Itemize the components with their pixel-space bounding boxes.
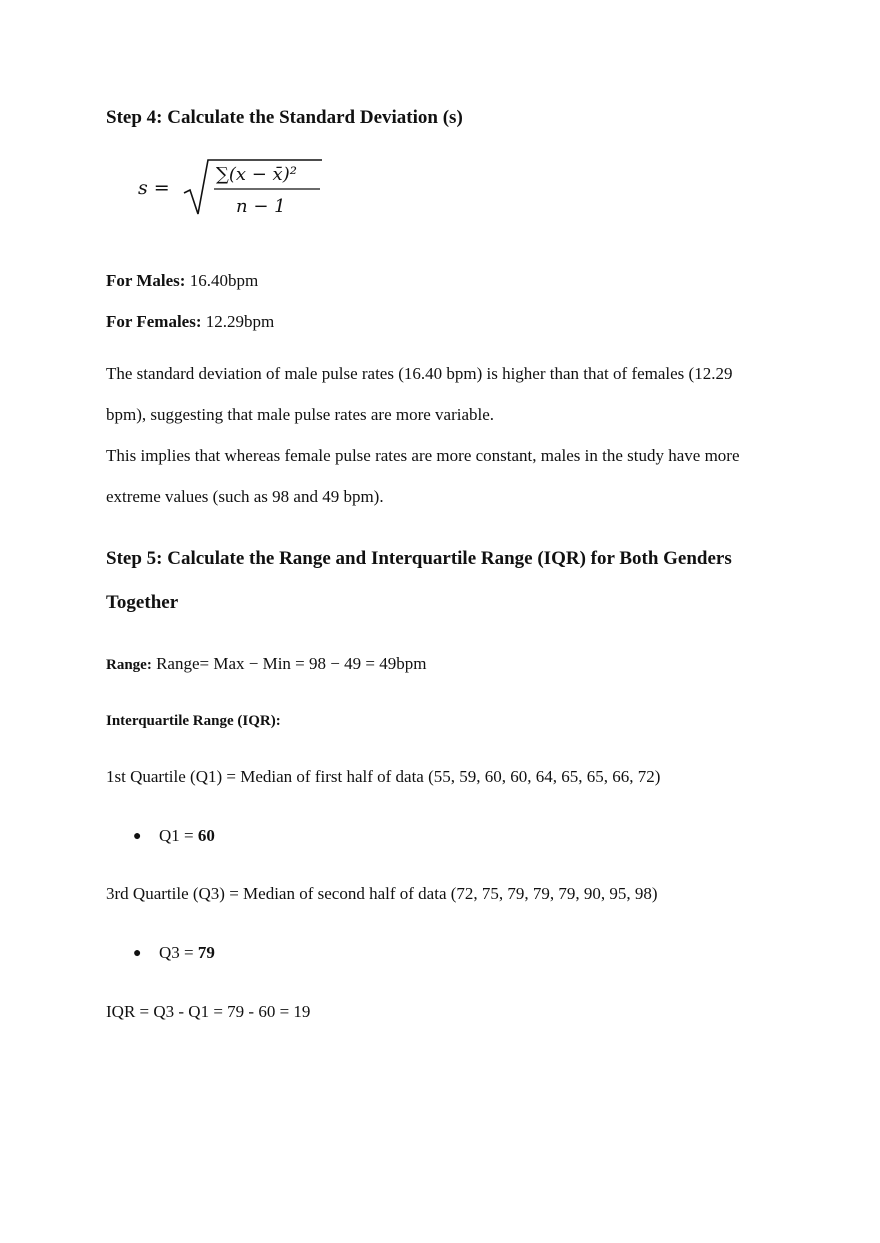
step5-heading-line1: Step 5: Calculate the Range and Interquartile Range (IQR) for Both Genders <box>106 548 732 569</box>
formula-numerator: ∑(x − x̄)² <box>216 164 297 185</box>
q3-value: 79 <box>197 943 215 962</box>
bullet-icon: ● <box>133 946 142 961</box>
q3-bullet-item <box>159 943 215 963</box>
formula-denominator: n − 1 <box>236 196 286 217</box>
para1-line2: bpm), suggesting that male pulse rates are more variable. <box>106 405 495 424</box>
males-line <box>106 271 258 291</box>
iqr-label: Interquartile Range (IQR): <box>106 713 281 729</box>
range-value: Range= Max − Min = 98 − 49 = 49bpm <box>156 654 427 673</box>
q1-prefix: Q1 = <box>159 826 198 845</box>
para2-line2: extreme values (such as 98 and 49 bpm). <box>106 487 384 506</box>
formula-lhs: s = <box>138 177 170 199</box>
females-label: For Females: <box>106 312 202 331</box>
bullet-icon: ● <box>133 829 142 844</box>
females-line <box>106 312 274 332</box>
q3-description: 3rd Quartile (Q3) = Median of second half of data (72, 75, 79, 79, 79, 90, 95, 98) <box>106 884 658 903</box>
step4-heading: Step 4: Calculate the Standard Deviation (s) <box>106 107 463 128</box>
q3-prefix: Q3 = <box>159 943 198 962</box>
range-line <box>106 654 426 674</box>
males-value: 16.40bpm <box>189 271 259 290</box>
para2-line1: This implies that whereas female pulse rates are more constant, males in the study have more <box>106 446 740 465</box>
males-label: For Males: <box>106 271 186 290</box>
q1-description: 1st Quartile (Q1) = Median of first half of data (55, 59, 60, 60, 64, 65, 65, 66, 72) <box>106 767 661 786</box>
step5-heading-line2: Together <box>106 592 179 613</box>
para1-line1: The standard deviation of male pulse rates (16.40 bpm) is higher than that of females (12.29 <box>106 364 733 383</box>
range-label: Range: <box>106 657 152 673</box>
q1-value: 60 <box>197 826 215 845</box>
q1-bullet-item <box>159 826 215 846</box>
iqr-result: IQR = Q3 - Q1 = 79 - 60 = 19 <box>106 1002 311 1021</box>
females-value: 12.29bpm <box>205 312 275 331</box>
std-dev-formula <box>136 152 336 222</box>
